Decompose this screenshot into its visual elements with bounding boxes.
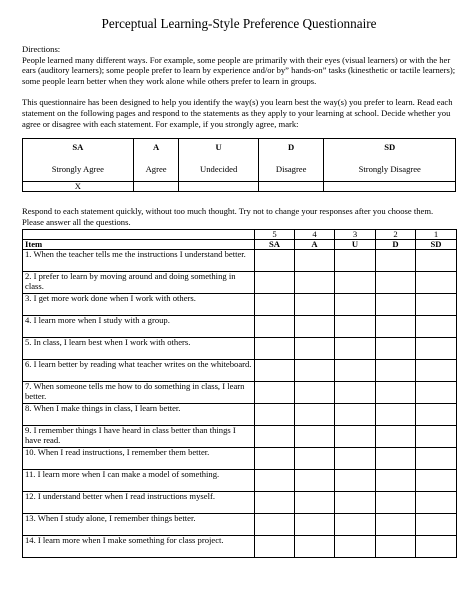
scale-cell-d: D Disagree — [258, 139, 324, 182]
table-row — [23, 492, 457, 514]
table-row — [23, 382, 457, 404]
response-cell-sd[interactable] — [416, 360, 457, 382]
column-header-sa: SA — [255, 240, 295, 250]
scale-cell-a: A Agree — [133, 139, 179, 182]
column-header-row — [23, 240, 457, 250]
score-2: 2 — [376, 230, 416, 240]
response-cell-u[interactable] — [335, 536, 376, 558]
table-row — [23, 360, 457, 382]
response-cell-sa[interactable] — [255, 382, 295, 404]
response-cell-u[interactable] — [335, 404, 376, 426]
item-rows — [23, 250, 457, 558]
item-statement: 5. In class, I learn best when I work with others. — [23, 338, 255, 360]
table-row — [23, 536, 457, 558]
response-cell-u[interactable] — [335, 272, 376, 294]
response-cell-sd[interactable] — [416, 492, 457, 514]
response-cell-sa[interactable] — [255, 492, 295, 514]
column-header-u: U — [335, 240, 376, 250]
item-statement: 13. When I study alone, I remember things better. — [23, 514, 255, 536]
response-cell-a[interactable] — [295, 294, 335, 316]
scale-example-row — [23, 182, 456, 192]
item-statement: 12. I understand better when I read instructions myself. — [23, 492, 255, 514]
item-statement: 4. I learn more when I study with a group. — [23, 316, 255, 338]
response-cell-a[interactable] — [295, 514, 335, 536]
item-statement: 11. I learn more when I can make a model of something. — [23, 470, 255, 492]
table-row — [23, 338, 457, 360]
response-cell-d[interactable] — [376, 492, 416, 514]
example-mark-sd — [324, 182, 456, 192]
response-cell-sd[interactable] — [416, 382, 457, 404]
item-column-header: Item — [23, 240, 255, 250]
response-cell-d[interactable] — [376, 470, 416, 492]
score-4: 4 — [295, 230, 335, 240]
response-cell-sd[interactable] — [416, 294, 457, 316]
response-cell-d[interactable] — [376, 404, 416, 426]
rating-scale-table — [22, 138, 456, 192]
response-cell-a[interactable] — [295, 360, 335, 382]
response-cell-u[interactable] — [335, 514, 376, 536]
item-statement: 7. When someone tells me how to do something in class, I learn better. — [23, 382, 255, 404]
response-cell-sa[interactable] — [255, 470, 295, 492]
response-cell-d[interactable] — [376, 250, 416, 272]
response-cell-sa[interactable] — [255, 294, 295, 316]
directions-text: People learned many different ways. For example, some people are primarily with their eyes (visual learners) or with the her ears (auditory learners); some people prefer to learn by experience and/or by” hands-on” tasks (kinesthetic or tactile learners); some people learn better when they work alone while others prefer to learn in groups. — [22, 54, 456, 86]
item-statement: 2. I prefer to learn by moving around and doing something in class. — [23, 272, 255, 294]
response-cell-u[interactable] — [335, 448, 376, 470]
scale-label-row — [23, 139, 456, 182]
response-cell-u[interactable] — [335, 360, 376, 382]
response-cell-d[interactable] — [376, 536, 416, 558]
score-number-row — [23, 230, 457, 240]
response-cell-u[interactable] — [335, 492, 376, 514]
example-mark-d — [258, 182, 324, 192]
response-cell-a[interactable] — [295, 272, 335, 294]
response-cell-d[interactable] — [376, 272, 416, 294]
example-mark-sa: X — [23, 182, 134, 192]
response-cell-d[interactable] — [376, 294, 416, 316]
response-cell-sa[interactable] — [255, 272, 295, 294]
response-cell-sd[interactable] — [416, 514, 457, 536]
response-cell-u[interactable] — [335, 250, 376, 272]
table-row — [23, 404, 457, 426]
response-cell-sd[interactable] — [416, 250, 457, 272]
response-cell-sa[interactable] — [255, 536, 295, 558]
page-title: Perceptual Learning-Style Preference Questionnaire — [101, 16, 377, 31]
response-cell-sd[interactable] — [416, 448, 457, 470]
response-cell-sd[interactable] — [416, 338, 457, 360]
table-row — [23, 272, 457, 294]
questionnaire-table — [22, 229, 457, 558]
item-statement: 6. I learn better by reading what teacher writes on the whiteboard. — [23, 360, 255, 382]
response-cell-a[interactable] — [295, 448, 335, 470]
table-row — [23, 294, 457, 316]
scale-cell-u: U Undecided — [179, 139, 258, 182]
table-row — [23, 470, 457, 492]
response-cell-a[interactable] — [295, 316, 335, 338]
response-cell-d[interactable] — [376, 514, 416, 536]
instructions-text: This questionnaire has been designed to help you identify the way(s) you learn best the way(s) you prefer to learn. Read each statement on the following pages and respond to the statements as they apply to your learning at school. Decide whether you agree or disagree with each statement. For example, if you strongly agree, mark: — [22, 97, 453, 129]
response-cell-d[interactable] — [376, 426, 416, 448]
response-cell-a[interactable] — [295, 536, 335, 558]
table-row — [23, 448, 457, 470]
response-cell-u[interactable] — [335, 426, 376, 448]
response-cell-a[interactable] — [295, 250, 335, 272]
response-cell-sa[interactable] — [255, 426, 295, 448]
score-5: 5 — [255, 230, 295, 240]
response-cell-a[interactable] — [295, 338, 335, 360]
response-cell-sd[interactable] — [416, 426, 457, 448]
response-cell-u[interactable] — [335, 382, 376, 404]
column-header-d: D — [376, 240, 416, 250]
column-header-a: A — [295, 240, 335, 250]
response-cell-a[interactable] — [295, 382, 335, 404]
table-row — [23, 250, 457, 272]
response-cell-sa[interactable] — [255, 448, 295, 470]
response-cell-sd[interactable] — [416, 404, 457, 426]
response-cell-u[interactable] — [335, 294, 376, 316]
response-cell-u[interactable] — [335, 316, 376, 338]
directions-heading: Directions: — [22, 44, 61, 54]
item-statement: 10. When I read instructions, I remember them better. — [23, 448, 255, 470]
column-header-sd: SD — [416, 240, 457, 250]
response-cell-a[interactable] — [295, 426, 335, 448]
response-cell-sd[interactable] — [416, 316, 457, 338]
example-mark-a — [133, 182, 179, 192]
item-statement: 1. When the teacher tells me the instructions I understand better. — [23, 250, 255, 272]
response-cell-d[interactable] — [376, 448, 416, 470]
response-cell-d[interactable] — [376, 316, 416, 338]
response-cell-a[interactable] — [295, 404, 335, 426]
item-statement: 9. I remember things I have heard in class better than things I have read. — [23, 426, 255, 448]
table-row — [23, 514, 457, 536]
response-cell-u[interactable] — [335, 338, 376, 360]
response-cell-sd[interactable] — [416, 272, 457, 294]
response-cell-sa[interactable] — [255, 404, 295, 426]
response-cell-sa[interactable] — [255, 360, 295, 382]
item-statement: 8. When I make things in class, I learn better. — [23, 404, 255, 426]
response-cell-u[interactable] — [335, 470, 376, 492]
response-cell-sa[interactable] — [255, 514, 295, 536]
response-cell-sa[interactable] — [255, 250, 295, 272]
response-cell-d[interactable] — [376, 338, 416, 360]
table-row — [23, 426, 457, 448]
scale-cell-sa: SA Strongly Agree — [23, 139, 134, 182]
item-statement: 3. I get more work done when I work with others. — [23, 294, 255, 316]
table-row — [23, 316, 457, 338]
response-cell-d[interactable] — [376, 382, 416, 404]
example-mark-u — [179, 182, 258, 192]
response-cell-sa[interactable] — [255, 338, 295, 360]
response-cell-d[interactable] — [376, 360, 416, 382]
score-1: 1 — [416, 230, 457, 240]
scale-cell-sd: SD Strongly Disagree — [324, 139, 456, 182]
response-cell-sd[interactable] — [416, 536, 457, 558]
response-cell-a[interactable] — [295, 492, 335, 514]
response-cell-sd[interactable] — [416, 470, 457, 492]
respond-instructions: Respond to each statement quickly, without too much thought. Try not to change your responses after you choose them. Please answer all the questions. — [22, 206, 434, 227]
response-cell-a[interactable] — [295, 470, 335, 492]
response-cell-sa[interactable] — [255, 316, 295, 338]
item-statement: 14. I learn more when I make something for class project. — [23, 536, 255, 558]
score-3: 3 — [335, 230, 376, 240]
